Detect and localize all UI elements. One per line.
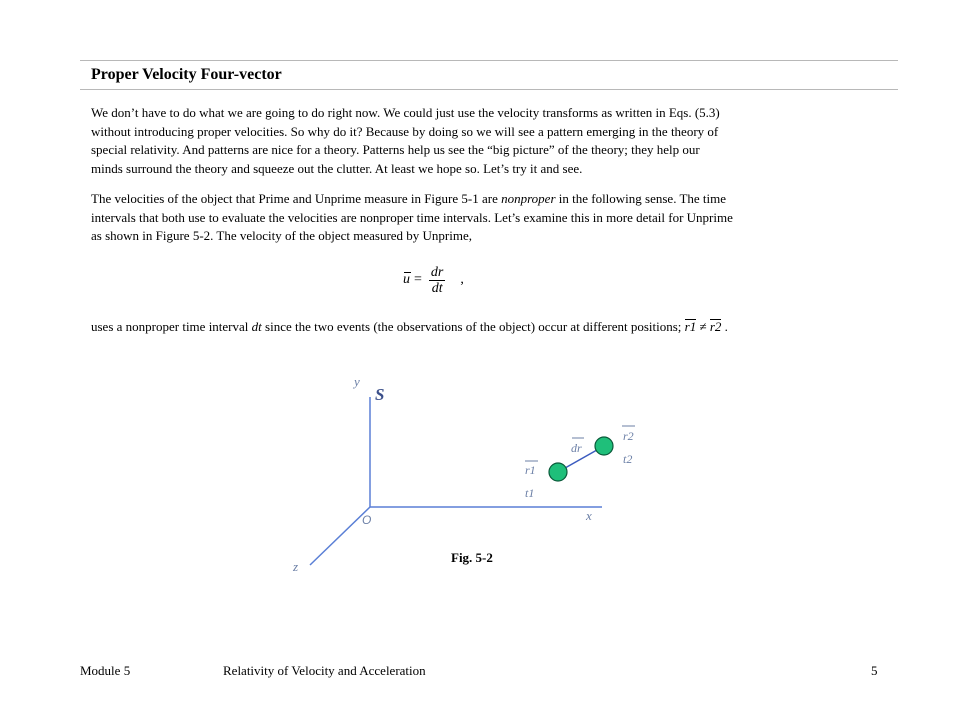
not-equal-sign: ≠ [699, 319, 707, 334]
text-run: The velocities of the object that Prime and Unprime measure in Figure 5-1 are [91, 191, 502, 206]
fraction-denominator: dt [431, 280, 443, 296]
fraction-numerator: dr [430, 264, 444, 280]
frame-label: S [375, 385, 385, 404]
vector-r1: r1 [685, 318, 697, 337]
footer-module: Module 5 [80, 663, 131, 678]
section-title: Proper Velocity Four-vector [91, 66, 282, 83]
period: . [724, 319, 728, 334]
footer-course-title: Relativity of Velocity and Acceleration [223, 663, 426, 678]
paragraph-line: without introducing proper velocities. So why do it? Because by doing so we will see a pattern emerging in the theory of [91, 123, 719, 139]
text-run: since the two events (the observations of the object) occur at different positions; [261, 319, 685, 334]
text-run: uses a nonproper time interval [91, 319, 252, 334]
dr-label: dr [571, 441, 582, 455]
paragraph-line: We don’t have to do what we are going to do right now. We could just use the velocity transforms as written in Eqs. (5.3) [91, 105, 720, 120]
paragraph-line: as shown in Figure 5-2. The velocity of the object measured by Unprime, [91, 228, 473, 243]
paragraph-line: intervals that both use to evaluate the velocities are nonproper time intervals. Let’s examine this in more detail for Unprime [91, 209, 733, 225]
symbol-dt: dt [251, 319, 262, 334]
r2-label: r2 [623, 429, 634, 443]
vector-u: u [403, 272, 410, 287]
emphasis-nonproper: nonproper [501, 191, 556, 206]
z-axis-label: z [293, 559, 299, 574]
object-position-2 [595, 437, 613, 455]
object-position-1 [549, 463, 567, 481]
paragraph-line: special relativity. And patterns are nice for a theory. Patterns help us see the “big picture” of the theory; they help our [91, 142, 700, 157]
figure-caption: Fig. 5-2 [451, 550, 493, 565]
paragraph-line: minds surround the theory and squeeze out the clutter. At least we hope so. Let’s try it and see. [91, 160, 583, 176]
origin-label: O [362, 513, 372, 527]
equation-comma: , [460, 272, 464, 287]
t2-label: t2 [623, 452, 633, 466]
equals-sign: = [414, 272, 422, 287]
footer-page-number: 5 [871, 663, 878, 678]
y-axis-label: y [354, 374, 360, 389]
vector-r2: r2 [710, 318, 722, 337]
r1-label: r1 [525, 463, 536, 477]
x-axis-label: x [586, 508, 592, 523]
text-run: in the following sense. The time [555, 191, 727, 206]
t1-label: t1 [525, 486, 535, 500]
z-axis [310, 507, 370, 565]
